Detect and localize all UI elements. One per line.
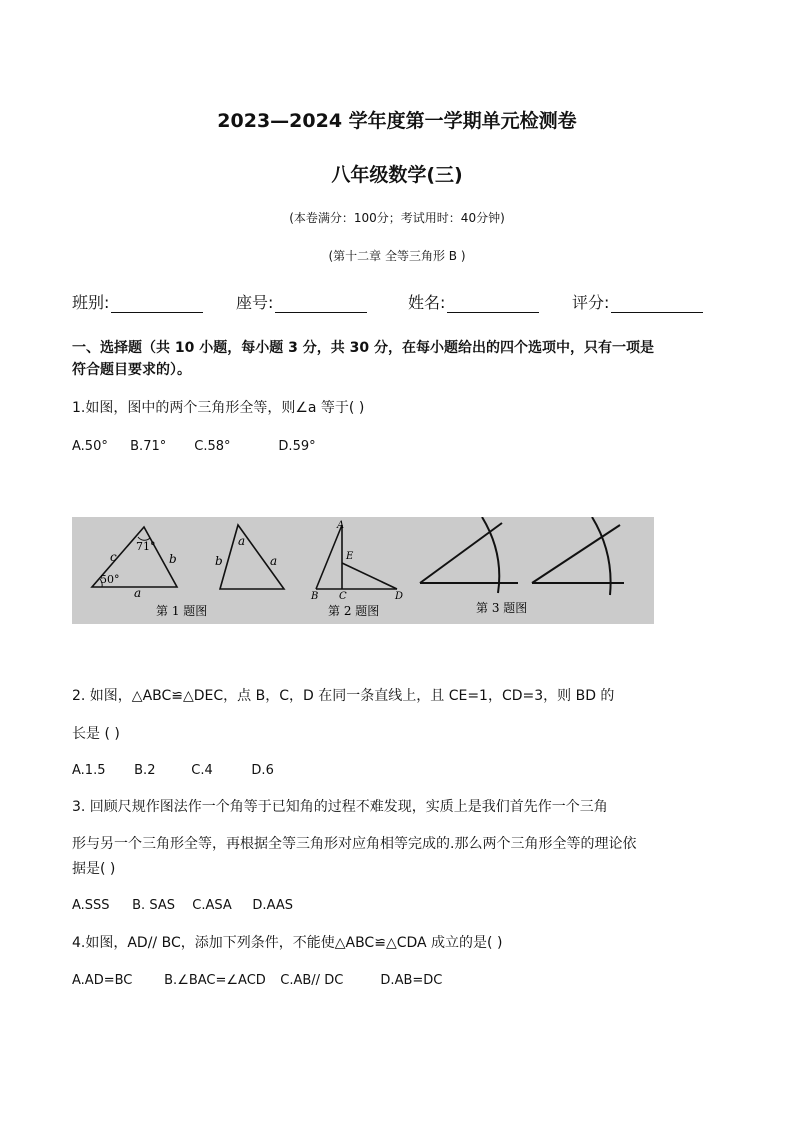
question-3-stem-line3: 据是( ) [72,861,116,877]
option-d[interactable]: D.6 [251,763,274,778]
section-heading [72,337,724,381]
class-label: 班别: [72,293,110,312]
fig2-label-e: E [346,551,354,562]
question-2-stem-line2: 长是 ( ) [72,726,120,742]
question-2-stem-line1: 2. 如图，△ABC≌△DEC，点 B，C，D 在同一条直线上，且 CE=1，CD=3，则 BD 的 [72,688,615,704]
option-d[interactable]: D.AB=DC [380,973,443,988]
fig1-side-b: b [169,552,177,566]
option-a[interactable]: A.1.5 [72,763,106,778]
figure-strip-photo [72,517,654,624]
option-a[interactable]: A.SSS [72,898,110,913]
score-field[interactable] [572,290,703,313]
question-3-stem-line2: 形与另一个三角形全等，再根据全等三角形对应角相等完成的.那么两个三角形全等的理论依 [72,836,637,852]
option-c[interactable]: C.ASA [192,898,232,913]
figures-svg [72,517,654,624]
fig2-caption: 第 2 题图 [328,604,380,618]
fig1-side-a: a [134,586,142,600]
fig3-caption: 第 3 题图 [476,601,528,615]
seat-field[interactable] [236,290,367,313]
option-b[interactable]: B.2 [134,763,156,778]
fig1b-side-b: b [215,554,223,568]
fig1-angle-71: 71° [136,540,156,553]
seat-label: 座号: [236,293,274,312]
exam-title: 2023—2024 学年度第一学期单元检测卷 [217,110,577,132]
section-heading-line2: 符合题目要求的）。 [72,362,191,378]
fig1b-side-a: a [270,554,278,568]
name-label: 姓名: [408,293,446,312]
fig1-caption: 第 1 题图 [156,604,208,618]
chapter-note: (第十二章 全等三角形 B ) [328,249,466,263]
option-d[interactable]: D.59° [278,439,316,454]
option-b[interactable]: B.71° [130,439,167,454]
score-blank[interactable] [611,296,703,313]
option-c[interactable]: C.58° [194,439,231,454]
fig2-label-d: D [395,591,404,602]
question-3-options [72,896,732,916]
fig1b-angle-a: a [238,534,246,548]
name-field[interactable] [408,290,539,313]
seat-blank[interactable] [275,296,367,313]
question-4-stem: 4.如图，AD// BC，添加下列条件，不能使△ABC≌△CDA 成立的是( ) [72,935,503,951]
question-3-stem-line1: 3. 回顾尺规作图法作一个角等于已知角的过程不难发现，实质上是我们首先作一个三角 [72,799,608,815]
fig1-side-c: c [110,550,117,564]
class-blank[interactable] [111,296,203,313]
fig1-angle-50: 50° [100,573,120,586]
option-a[interactable]: A.50° [72,439,108,454]
question-1-stem: 1.如图，图中的两个三角形全等，则∠a 等于( ) [72,400,365,416]
question-2-options [72,761,732,781]
section-heading-line1: 一、选择题（共 10 小题，每小题 3 分，共 30 分，在每小题给出的四个选项中，只有一项是 [72,340,654,356]
exam-subtitle: 八年级数学(三) [331,164,463,186]
fig2-label-c: C [339,591,347,602]
name-blank[interactable] [447,296,539,313]
score-time-note: (本卷满分：100分；考试用时：40分钟) [289,211,505,225]
class-field[interactable] [72,290,203,313]
option-b[interactable]: B.∠BAC=∠ACD [164,973,266,988]
score-label: 评分: [572,293,610,312]
option-c[interactable]: C.4 [191,763,213,778]
fig2-label-b: B [311,591,319,602]
option-d[interactable]: D.AAS [252,898,293,913]
option-a[interactable]: A.AD=BC [72,973,133,988]
question-1-options [72,437,732,457]
fig2-label-a: A [337,520,345,531]
option-c[interactable]: C.AB// DC [280,973,344,988]
option-b[interactable]: B. SAS [132,898,175,913]
question-4-options [72,971,732,991]
